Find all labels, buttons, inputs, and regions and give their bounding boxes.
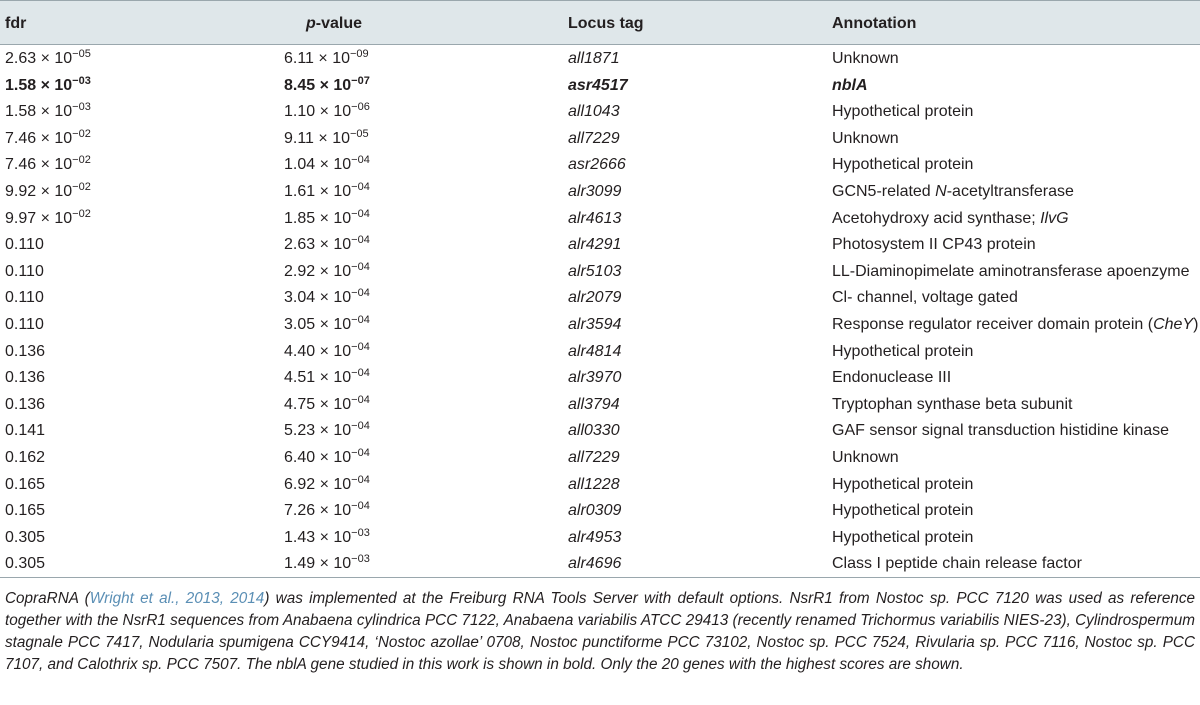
table-row	[0, 45, 1200, 72]
fdr-cell	[5, 501, 45, 521]
p-exponent: −09	[349, 48, 369, 60]
table-row	[0, 311, 1200, 338]
p-value-cell	[284, 129, 369, 149]
table-row	[0, 338, 1200, 365]
locus-tag-cell: all7229	[568, 449, 620, 466]
p-value-cell	[284, 395, 370, 415]
fdr-cell	[5, 421, 45, 441]
p-mantissa: 6.40 × 10	[284, 449, 352, 466]
fdr-mantissa: 0.165	[5, 502, 46, 520]
p-exponent: −04	[351, 287, 370, 300]
fdr-exponent: −05	[72, 48, 91, 60]
fdr-mantissa: 0.110	[5, 262, 44, 280]
annotation-italic: N	[935, 183, 947, 200]
header-fdr: fdr	[5, 15, 27, 32]
fdr-cell	[5, 49, 91, 69]
locus-tag-cell: alr5103	[568, 262, 622, 280]
locus-tag-cell: alr4953	[568, 528, 622, 546]
table-row	[0, 258, 1200, 285]
table-row	[0, 178, 1200, 205]
p-value-cell	[284, 182, 370, 202]
table-row	[0, 364, 1200, 391]
fdr-exponent: −02	[72, 127, 91, 140]
annotation-cell	[832, 209, 1069, 229]
locus-tag-cell: all1228	[568, 475, 620, 493]
annotation-cell: nblA	[832, 76, 868, 94]
locus-tag-cell: alr3099	[568, 183, 622, 200]
annotation-cell: Endonuclease III	[832, 369, 952, 387]
annotation-cell: Unknown	[832, 449, 899, 466]
fdr-mantissa: 0.136	[5, 369, 46, 387]
annotation-cell: LL-Diaminopimelate aminotransferase apoenzyme	[832, 262, 1190, 280]
p-value-cell	[284, 49, 369, 69]
annotation-cell: Tryptophan synthase beta subunit	[832, 395, 1073, 413]
annotation-cell: GAF sensor signal transduction histidine kinase	[832, 422, 1170, 440]
fdr-cell	[5, 182, 91, 202]
p-mantissa: 1.10 × 10	[284, 103, 352, 121]
locus-tag-cell: alr4613	[568, 209, 622, 227]
p-mantissa: 2.92 × 10	[284, 262, 352, 280]
fdr-exponent: −03	[72, 74, 91, 87]
locus-tag-cell: alr4814	[568, 342, 622, 360]
p-value-cell	[284, 235, 370, 255]
annotation-cell: Hypothetical protein	[832, 103, 974, 121]
p-exponent: −04	[351, 154, 370, 167]
p-mantissa: 5.23 × 10	[284, 422, 352, 440]
fdr-mantissa: 0.305	[5, 528, 46, 546]
table-row	[0, 391, 1200, 418]
fdr-exponent: −02	[72, 181, 91, 193]
p-value-cell	[284, 288, 370, 308]
p-mantissa: 1.85 × 10	[284, 209, 352, 227]
p-exponent: −04	[351, 340, 370, 353]
locus-tag-cell: asr2666	[568, 156, 626, 174]
annotation-cell: Hypothetical protein	[832, 502, 974, 520]
p-exponent: −04	[351, 234, 370, 247]
table-header	[0, 0, 1200, 45]
header-locus-tag: Locus tag	[568, 15, 644, 32]
p-mantissa: 1.43 × 10	[284, 528, 352, 546]
annotation-cell: Photosystem II CP43 protein	[832, 236, 1036, 254]
table-row	[0, 471, 1200, 498]
fdr-mantissa: 7.46 × 10	[5, 156, 73, 174]
header-annotation: Annotation	[832, 15, 917, 32]
p-value-cell	[284, 262, 370, 282]
p-mantissa: 8.45 × 10	[284, 76, 352, 94]
table-row	[0, 151, 1200, 178]
table-row	[0, 98, 1200, 125]
p-exponent: −04	[351, 260, 370, 273]
fdr-mantissa: 9.92 × 10	[5, 183, 73, 200]
locus-tag-cell: all1871	[568, 50, 620, 67]
p-mantissa: 1.04 × 10	[284, 156, 352, 174]
p-mantissa: 1.61 × 10	[284, 183, 352, 200]
locus-tag-cell: alr3970	[568, 369, 622, 387]
fdr-mantissa: 0.165	[5, 475, 46, 493]
p-exponent: −06	[351, 101, 370, 114]
fdr-mantissa: 0.305	[5, 555, 46, 573]
p-value-cell	[284, 528, 370, 548]
p-exponent: −04	[351, 447, 370, 459]
fdr-cell	[5, 475, 45, 495]
annotation-text-end: )	[1193, 316, 1199, 333]
p-value-cell	[284, 475, 370, 495]
annotation-cell: Cl- channel, voltage gated	[832, 289, 1018, 307]
table-row	[0, 205, 1200, 232]
annotation-text-end: -acetyltransferase	[946, 183, 1074, 200]
annotation-cell: Unknown	[832, 129, 899, 147]
p-exponent: −04	[351, 500, 370, 513]
p-mantissa: 4.40 × 10	[284, 342, 352, 360]
table-row	[0, 231, 1200, 258]
annotation-cell	[832, 315, 1198, 335]
p-exponent: −05	[349, 127, 369, 140]
fdr-cell	[5, 288, 44, 308]
locus-tag-cell: all0330	[568, 422, 620, 440]
fdr-mantissa: 0.110	[5, 236, 44, 254]
fdr-mantissa: 0.136	[5, 342, 46, 360]
p-exponent: −04	[351, 393, 370, 406]
locus-tag-cell: alr0309	[568, 502, 622, 520]
locus-tag-cell: all1043	[568, 103, 620, 121]
fdr-cell	[5, 155, 91, 175]
fdr-cell	[5, 528, 45, 548]
fdr-mantissa: 1.58 × 10	[5, 76, 73, 94]
fdr-cell	[5, 368, 45, 388]
fdr-exponent: −02	[72, 207, 91, 220]
fdr-mantissa: 0.141	[5, 422, 46, 440]
header-p-italic: p	[306, 15, 316, 32]
p-mantissa: 4.75 × 10	[284, 395, 352, 413]
p-value-cell	[284, 155, 370, 175]
annotation-cell	[832, 182, 1074, 202]
annotation-cell: Hypothetical protein	[832, 528, 974, 546]
fdr-mantissa: 0.110	[5, 289, 44, 307]
fdr-mantissa: 1.58 × 10	[5, 103, 73, 121]
annotation-cell: Hypothetical protein	[832, 156, 974, 174]
fdr-mantissa: 0.136	[5, 395, 46, 413]
fdr-cell	[5, 209, 91, 229]
fdr-cell	[5, 342, 45, 362]
annotation-italic: CheY	[1153, 316, 1194, 333]
locus-tag-cell: alr3594	[568, 316, 622, 333]
annotation-italic: IlvG	[1040, 209, 1069, 227]
annotation-cell: Unknown	[832, 50, 899, 67]
fdr-cell	[5, 448, 45, 468]
fdr-cell	[5, 129, 91, 149]
table-row	[0, 284, 1200, 311]
p-mantissa: 9.11 × 10	[284, 129, 350, 147]
locus-tag-cell: asr4517	[568, 76, 628, 94]
p-exponent: −04	[351, 181, 370, 193]
table-row	[0, 550, 1200, 578]
p-exponent: −04	[351, 473, 370, 486]
fdr-mantissa: 0.162	[5, 449, 46, 466]
p-value-cell	[284, 342, 370, 362]
p-value-cell	[284, 315, 370, 335]
fdr-mantissa: 7.46 × 10	[5, 129, 73, 147]
p-exponent: −03	[351, 553, 370, 566]
table-row	[0, 444, 1200, 471]
annotation-text: GCN5-related	[832, 183, 936, 200]
table-row	[0, 524, 1200, 551]
fdr-cell	[5, 554, 45, 574]
fdr-mantissa: 0.110	[5, 316, 44, 333]
p-mantissa: 6.11 × 10	[284, 50, 350, 67]
fdr-cell	[5, 262, 44, 282]
annotation-text: Acetohydroxy acid synthase;	[832, 209, 1041, 227]
table-row	[0, 72, 1200, 99]
p-value-cell	[284, 102, 370, 122]
caption-citation-link[interactable]: Wright et al., 2013, 2014	[89, 590, 265, 607]
p-mantissa: 1.49 × 10	[284, 555, 352, 573]
p-exponent: −04	[351, 367, 370, 380]
fdr-mantissa: 9.97 × 10	[5, 209, 73, 227]
fdr-cell	[5, 315, 44, 335]
p-value-cell	[284, 209, 370, 229]
p-mantissa: 4.51 × 10	[284, 369, 352, 387]
p-exponent: −04	[351, 207, 370, 220]
table-row	[0, 497, 1200, 524]
p-mantissa: 7.26 × 10	[284, 502, 352, 520]
header-p-value	[306, 15, 362, 33]
table-row	[0, 125, 1200, 152]
fdr-cell	[5, 76, 91, 96]
p-value-cell	[284, 76, 370, 96]
fdr-exponent: −03	[72, 101, 91, 114]
p-exponent: −07	[351, 74, 370, 87]
annotation-text: Response regulator receiver domain protein (	[832, 316, 1154, 333]
fdr-cell	[5, 235, 44, 255]
p-mantissa: 6.92 × 10	[284, 475, 352, 493]
locus-tag-cell: alr2079	[568, 289, 622, 307]
p-exponent: −03	[351, 526, 370, 539]
p-value-cell	[284, 448, 370, 468]
annotation-cell: Class I peptide chain release factor	[832, 555, 1082, 573]
fdr-mantissa: 2.63 × 10	[5, 50, 73, 67]
p-exponent: −04	[351, 420, 370, 433]
p-exponent: −04	[351, 314, 370, 326]
table-row	[0, 417, 1200, 444]
locus-tag-cell: all7229	[568, 129, 620, 147]
locus-tag-cell: all3794	[568, 395, 620, 413]
p-value-cell	[284, 368, 370, 388]
p-mantissa: 3.04 × 10	[284, 289, 352, 307]
annotation-cell: Hypothetical protein	[832, 342, 974, 360]
annotation-cell: Hypothetical protein	[832, 475, 974, 493]
p-mantissa: 3.05 × 10	[284, 316, 352, 333]
fdr-cell	[5, 395, 45, 415]
fdr-cell	[5, 102, 91, 122]
locus-tag-cell: alr4291	[568, 236, 622, 254]
fdr-exponent: −02	[72, 154, 91, 167]
p-value-cell	[284, 554, 370, 574]
caption-pre: CopraRNA (	[5, 590, 90, 607]
header-p-rest: -value	[315, 15, 363, 32]
p-value-cell	[284, 421, 370, 441]
p-value-cell	[284, 501, 370, 521]
caption-post: ) was implemented at the Freiburg RNA Tools Server with default options. NsrR1 from Nostoc sp. PCC 7120 was used as reference together with the NsrR1 sequences from Anabaena cylindrica PCC 7122, Anabaena variabilis ATCC 29413 (recently renamed Trichormus variabilis NIES-23), Cylindrospermum stagnale PCC 7417, Nodularia spumigena CCY9414, ‘Nostoc azollae’ 0708, Nostoc punctiforme PCC 73102, Nostoc sp. PCC 7524, Rivularia sp. PCC 7116, Nostoc sp. PCC 7107, and Calothrix sp. PCC 7507. The nblA gene studied in this work is shown in bold. Only the 20 genes with the highest scores are shown.	[5, 590, 1195, 673]
p-mantissa: 2.63 × 10	[284, 236, 352, 254]
table-caption	[5, 588, 1195, 676]
locus-tag-cell: alr4696	[568, 555, 622, 573]
